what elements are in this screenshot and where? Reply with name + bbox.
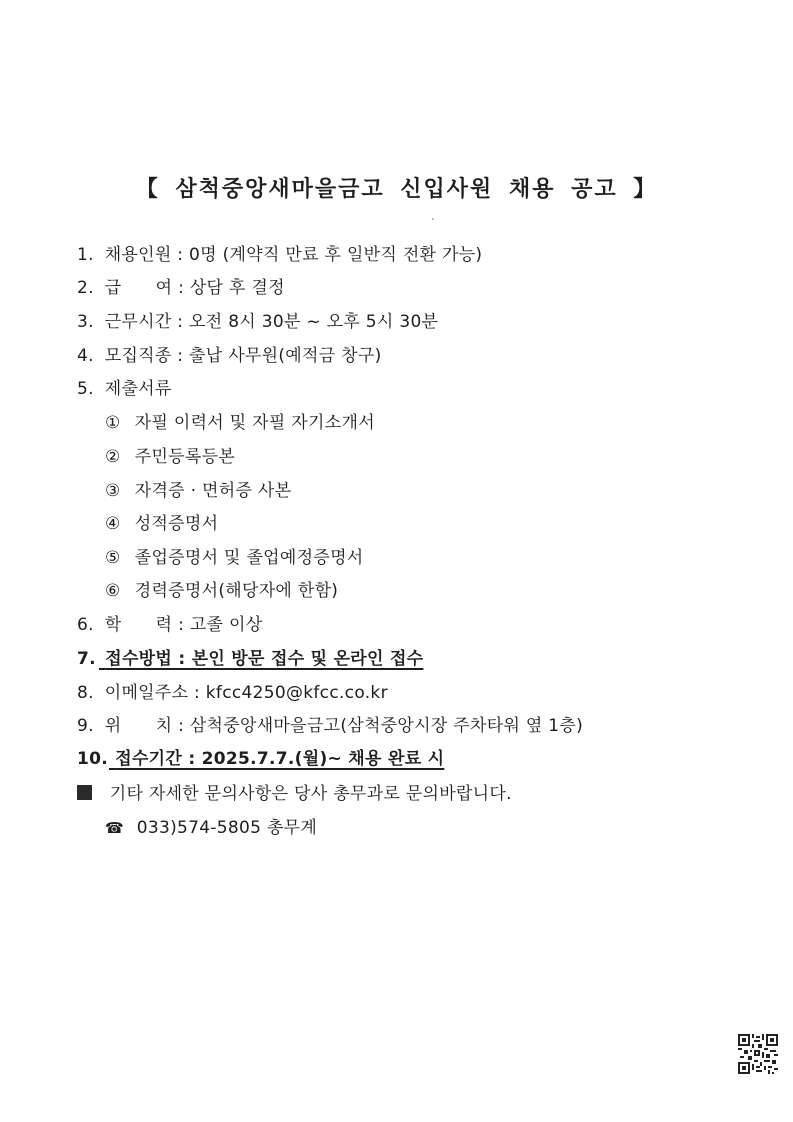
item-text: 채용인원 : 0명 (계약직 만료 후 일반직 전환 가능) <box>104 245 483 265</box>
item-number: 1. <box>77 245 94 265</box>
document-text: 주민등록등본 <box>134 447 236 467</box>
list-item-application-method <box>77 648 423 670</box>
contact-line <box>105 817 317 839</box>
document-text: 졸업증명서 및 졸업예정증명서 <box>134 548 364 568</box>
item-number: 7. <box>77 649 96 669</box>
list-item-documents <box>77 378 172 400</box>
document-number: ① <box>105 413 121 433</box>
item-text: 급 여 : 상담 후 결정 <box>104 278 285 298</box>
item-number: 3. <box>77 312 94 332</box>
square-bullet-icon <box>77 785 92 800</box>
item-text: 접수기간 : 2025.7.7.(월)~ 채용 완료 시 <box>115 749 445 769</box>
document-text: 성적증명서 <box>134 514 219 534</box>
item-number: 8. <box>77 683 94 703</box>
document-item <box>105 412 375 434</box>
item-text: 모집직종 : 출납 사무원(예적금 창구) <box>104 346 382 366</box>
contact-text: 033)574-5805 총무계 <box>136 818 318 838</box>
item-text: 학 력 : 고졸 이상 <box>104 615 263 635</box>
document-number: ⑥ <box>105 581 121 601</box>
item-number: 9. <box>77 716 94 736</box>
item-number: 4. <box>77 346 94 366</box>
list-item-salary <box>77 277 285 299</box>
list-item-job-type <box>77 345 382 367</box>
document-number: ④ <box>105 514 121 534</box>
note-text: 기타 자세한 문의사항은 당사 총무과로 문의바랍니다. <box>109 784 512 804</box>
item-text: 접수방법 : 본인 방문 접수 및 온라인 접수 <box>105 649 424 669</box>
list-item-location <box>77 715 583 737</box>
item-number: 10. <box>77 749 109 769</box>
item-text: 근무시간 : 오전 8시 30분 ~ 오후 5시 30분 <box>104 312 439 332</box>
document-item <box>105 547 364 569</box>
item-number: 5. <box>77 379 94 399</box>
document-item <box>105 446 235 468</box>
document-text: 자격증 · 면허증 사본 <box>134 481 292 501</box>
list-item-email <box>77 682 388 704</box>
list-item-education <box>77 614 262 636</box>
list-item-application-period <box>77 748 444 770</box>
item-number: 6. <box>77 615 94 635</box>
telephone-icon: ☎ <box>105 819 124 837</box>
page-title: 【 삼척중앙새마을금고 신입사원 채용 공고 】 <box>135 177 658 202</box>
document-number: ③ <box>105 481 121 501</box>
list-item-headcount <box>77 244 482 266</box>
qr-code-icon <box>738 1034 778 1074</box>
inquiry-note <box>77 783 512 805</box>
item-text: 제출서류 <box>104 379 172 399</box>
item-number: 2. <box>77 278 94 298</box>
document-text: 자필 이력서 및 자필 자기소개서 <box>134 413 375 433</box>
list-item-work-hours <box>77 311 438 333</box>
document-number: ⑤ <box>105 548 121 568</box>
scan-speck <box>432 218 434 220</box>
document-text: 경력증명서(해당자에 한함) <box>134 581 339 601</box>
item-text: 이메일주소 : kfcc4250@kfcc.co.kr <box>104 683 388 703</box>
document-item <box>105 480 291 502</box>
item-text: 위 치 : 삼척중앙새마을금고(삼척중앙시장 주차타워 옆 1층) <box>104 716 584 736</box>
document-item <box>105 513 218 535</box>
document-item <box>105 580 338 602</box>
document-number: ② <box>105 447 121 467</box>
